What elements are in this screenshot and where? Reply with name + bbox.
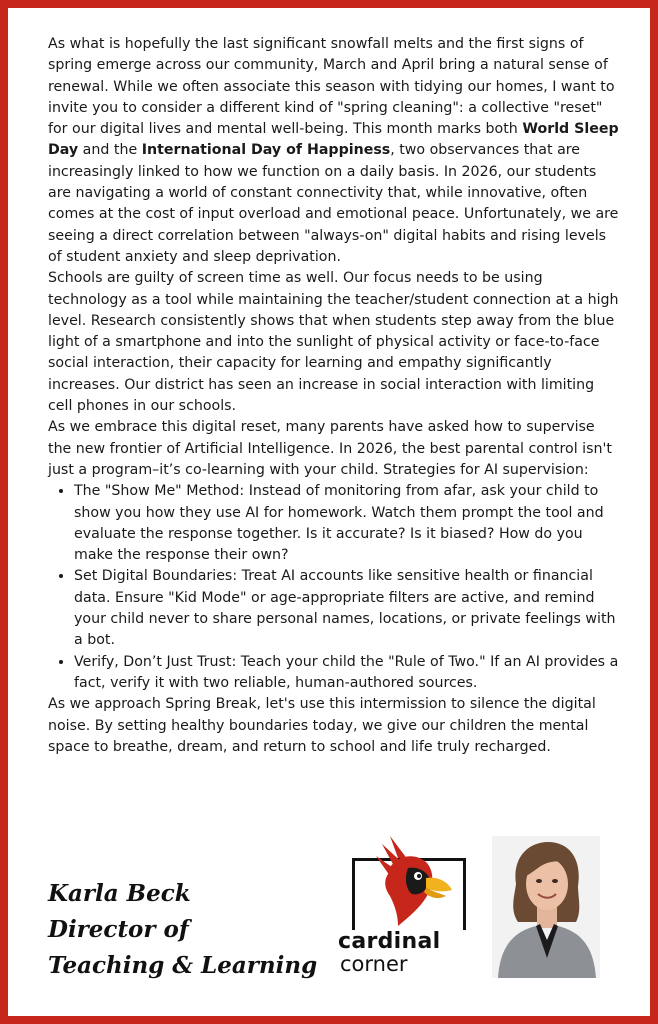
paragraph-closing: As we approach Spring Break, let's use this intermission to silence the digital noise. By setting healthy boundaries today, we give our children the mental space to breathe, dream, and return to school and life truly recharged. [48,696,596,755]
intro-text-connector: and the [78,142,142,159]
intro-text-end: , two observances that are increasingly linked to how we function on a daily basis. In 2026, our students are navigating a world of constant connectivity that, while innovative, often comes at the cost of input overload and emotional peace. Unfortunately, we are seeing a direct correlation between "always-on" digital habits and rising levels of student anxiety and sleep deprivation. [48,142,619,265]
world-sleep-day-bold: World Sleep Day [48,121,619,159]
ai-strategies-list [48,481,620,694]
intro-text: As what is hopefully the last significant snowfall melts and the first signs of spring emerge across our community, March and April bring a natural sense of renewal. While we often associate this season with tidying our homes, I want to invite you to consider a different kind of "spring cleaning": a collective "reset" for our digital lives and mental well-being. This month marks both [48,36,615,138]
person-portrait-icon [492,836,600,978]
logo-wordmark [338,930,466,975]
logo-line1: cardinal [338,929,441,954]
paragraph-screen-time: Schools are guilty of screen time as well. Our focus needs to be using technology as a tool while maintaining the teacher/student connection at a high level. Research consistently shows that when students step away from the blue light of a smartphone and into the sunlight of physical activity or face-to-face social interaction, their capacity for learning and empathy significantly increases. Our district has seen an increase in social interaction with limiting cell phones in our schools. [48,270,619,415]
day-of-happiness-bold: International Day of Happiness [141,142,391,159]
cardinal-corner-logo [338,834,472,980]
signature-title-line2: Teaching & Learning [48,952,318,979]
paragraph-ai-intro: As we embrace this digital reset, many parents have asked how to supervise the new frontier of Artificial Intelligence. In 2026, the best parental control isn't just a program–it’s co-learning with your child. Strategies for AI supervision: [48,419,612,478]
list-item: • Verify, Don’t Just Trust: Teach your child the "Rule of Two." If an AI provides a fact, verify it with two reliable, human-authored sources. [74,652,620,695]
signature-block [48,876,318,984]
author-portrait [492,836,600,978]
logo-line2: corner [340,952,408,976]
signature-name: Karla Beck [48,880,191,907]
cardinal-bird-icon [368,834,454,930]
list-item: • Set Digital Boundaries: Treat AI accounts like sensitive health or financial data. Ensure "Kid Mode" or age-appropriate filters are active, and remind your child never to share personal names, locations, or private feelings with a bot. [74,566,620,651]
article-body [48,34,620,758]
paragraph-intro [48,34,620,268]
signature-title-line1: Director of [48,916,189,943]
list-item: • The "Show Me" Method: Instead of monitoring from afar, ask your child to show you how they use AI for homework. Watch them prompt the tool and evaluate the response together. Is it accurate? Is it biased? How do you make the response their own? [74,481,620,566]
